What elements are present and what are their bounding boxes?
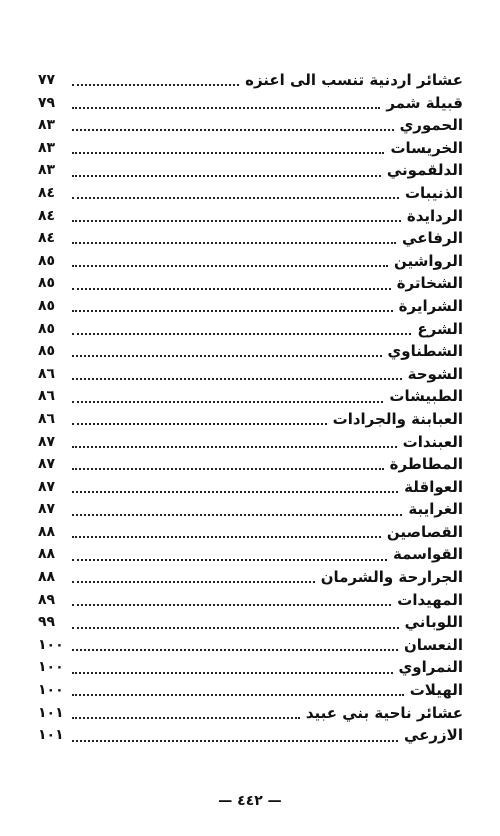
- toc-row: [38, 227, 463, 250]
- toc-page-number: ٨٤: [38, 230, 56, 247]
- toc-row: [38, 295, 463, 318]
- dot-leader: [72, 175, 381, 177]
- toc-row: [38, 611, 463, 634]
- toc-entry-title: المهيدات: [397, 590, 463, 609]
- toc-page-number: ٧٩: [38, 94, 56, 111]
- toc-page-number: ٨٧: [38, 478, 56, 495]
- toc-entry-title: الازرعي: [403, 726, 463, 745]
- toc-entry-title: العبندات: [402, 432, 463, 451]
- toc-entry-title: الشطناوي: [387, 342, 463, 361]
- toc-entry-title: الغرايبة: [408, 500, 463, 519]
- toc-entry-title: الرفاعي: [402, 229, 463, 248]
- toc-entry-title: قبيلة شمر: [386, 93, 463, 112]
- toc-row: [38, 408, 463, 431]
- toc-page-number: ٨٣: [38, 139, 56, 156]
- dot-leader: [72, 491, 398, 493]
- toc-entry-title: الشوحة: [407, 364, 463, 383]
- toc-row: [38, 318, 463, 341]
- toc-page-number: ١٠٠: [38, 659, 64, 676]
- toc-entry-title: الشرايرة: [398, 296, 463, 315]
- dot-leader: [72, 468, 384, 470]
- toc-row: [38, 589, 463, 612]
- dot-leader: [72, 581, 315, 583]
- toc-page-number: ٨٣: [38, 162, 56, 179]
- toc-entry-title: العواقلة: [404, 477, 463, 496]
- dot-leader: [72, 672, 393, 674]
- toc-entry-title: المطاطرة: [389, 455, 463, 474]
- toc-entry-title: الردايدة: [406, 206, 463, 225]
- toc-page-number: ٨٥: [38, 343, 56, 360]
- toc-page-number: ٨٩: [38, 591, 56, 608]
- dot-leader: [72, 604, 391, 606]
- dot-leader: [72, 129, 394, 131]
- dot-leader: [72, 220, 401, 222]
- toc-entry-title: القصاصين: [386, 522, 463, 541]
- toc-row: [38, 634, 463, 657]
- toc-page-number: ١٠١: [38, 727, 64, 744]
- toc-row: [38, 114, 463, 137]
- toc-row: [38, 363, 463, 386]
- toc-entry-title: الرواشين: [394, 251, 463, 270]
- dot-leader: [72, 559, 387, 561]
- toc-page-number: ٨٧: [38, 456, 56, 473]
- toc-page-number: ٨٦: [38, 388, 56, 405]
- toc-row: [38, 453, 463, 476]
- toc-page-number: ٨٤: [38, 207, 56, 224]
- dot-leader: [72, 152, 384, 154]
- toc-entry-title: العبابنة والجرادات: [332, 409, 463, 428]
- toc-page-number: ٨٥: [38, 297, 56, 314]
- toc-row: [38, 431, 463, 454]
- toc-row: [38, 137, 463, 160]
- toc-page-number: ٨٨: [38, 569, 56, 586]
- toc-page-number: ٨٧: [38, 433, 56, 450]
- dot-leader: [72, 242, 396, 244]
- dot-leader: [72, 649, 398, 651]
- toc-entry-title: الهيلات: [409, 681, 463, 700]
- dot-leader: [72, 717, 300, 719]
- toc-entry-title: الشخاترة: [396, 274, 463, 293]
- toc-page-number: ٨٧: [38, 501, 56, 518]
- toc-row: [38, 159, 463, 182]
- toc-page-number: ٨٨: [38, 546, 56, 563]
- toc-row: [38, 385, 463, 408]
- dot-leader: [72, 107, 380, 109]
- toc-row: [38, 702, 463, 725]
- toc-page-number: ١٠٠: [38, 636, 64, 653]
- toc-entry-title: القواسمة: [392, 545, 463, 564]
- dot-leader: [72, 310, 393, 312]
- toc-row: [38, 250, 463, 273]
- toc-page-number: ٨٣: [38, 117, 56, 134]
- toc-row: [38, 521, 463, 544]
- table-of-contents: [38, 69, 463, 747]
- dot-leader: [72, 446, 397, 448]
- toc-entry-title: عشائر ناحية بني عبيد: [305, 703, 463, 722]
- toc-page-number: ٨٥: [38, 275, 56, 292]
- dot-leader: [72, 627, 399, 629]
- toc-row: [38, 566, 463, 589]
- toc-page-number: ٨٤: [38, 184, 56, 201]
- toc-row: [38, 340, 463, 363]
- toc-entry-title: الحموري: [399, 116, 463, 135]
- toc-page-number: ١٠٠: [38, 682, 64, 699]
- toc-page-number: ٨٦: [38, 365, 56, 382]
- toc-page-number: ٨٥: [38, 320, 56, 337]
- toc-page-number: ٩٩: [38, 614, 56, 631]
- toc-page-number: ٨٨: [38, 523, 56, 540]
- toc-row: [38, 92, 463, 115]
- toc-entry-title: اللوباني: [404, 613, 463, 632]
- toc-page-number: ١٠١: [38, 704, 64, 721]
- toc-row: [38, 476, 463, 499]
- toc-row: [38, 272, 463, 295]
- dot-leader: [72, 355, 382, 357]
- dot-leader: [72, 197, 399, 199]
- toc-page-number: ٨٦: [38, 410, 56, 427]
- toc-entry-title: الخريسات: [390, 138, 463, 157]
- dot-leader: [72, 423, 327, 425]
- dot-leader: [72, 401, 383, 403]
- dot-leader: [72, 694, 404, 696]
- toc-entry-title: النمراوي: [398, 658, 463, 677]
- toc-entry-title: عشائر اردنية تنسب الى اعنزه: [245, 71, 463, 89]
- toc-page-number: ٧٧: [38, 72, 56, 88]
- toc-row: [38, 679, 463, 702]
- dot-leader: [72, 288, 391, 290]
- dot-leader: [72, 265, 388, 267]
- dot-leader: [72, 378, 402, 380]
- page-number-footer: — ٤٤٢ —: [218, 793, 282, 809]
- toc-row: [38, 498, 463, 521]
- toc-row: [38, 656, 463, 679]
- toc-entry-title: الطبيشات: [389, 387, 463, 406]
- dot-leader: [72, 333, 411, 335]
- toc-row: [38, 182, 463, 205]
- dot-leader: [72, 84, 239, 86]
- toc-row: [38, 724, 463, 747]
- dot-leader: [72, 740, 398, 742]
- toc-row: [38, 543, 463, 566]
- toc-entry-title: النعسان: [403, 635, 463, 654]
- toc-entry-title: الذنيبات: [404, 183, 463, 202]
- dot-leader: [72, 536, 381, 538]
- dot-leader: [72, 514, 402, 516]
- toc-row: [38, 69, 463, 92]
- toc-entry-title: الجرارحة والشرمان: [320, 568, 463, 587]
- toc-page-number: ٨٥: [38, 252, 56, 269]
- toc-entry-title: الدلقموني: [386, 161, 463, 180]
- toc-entry-title: الشرع: [417, 319, 463, 338]
- toc-row: [38, 205, 463, 228]
